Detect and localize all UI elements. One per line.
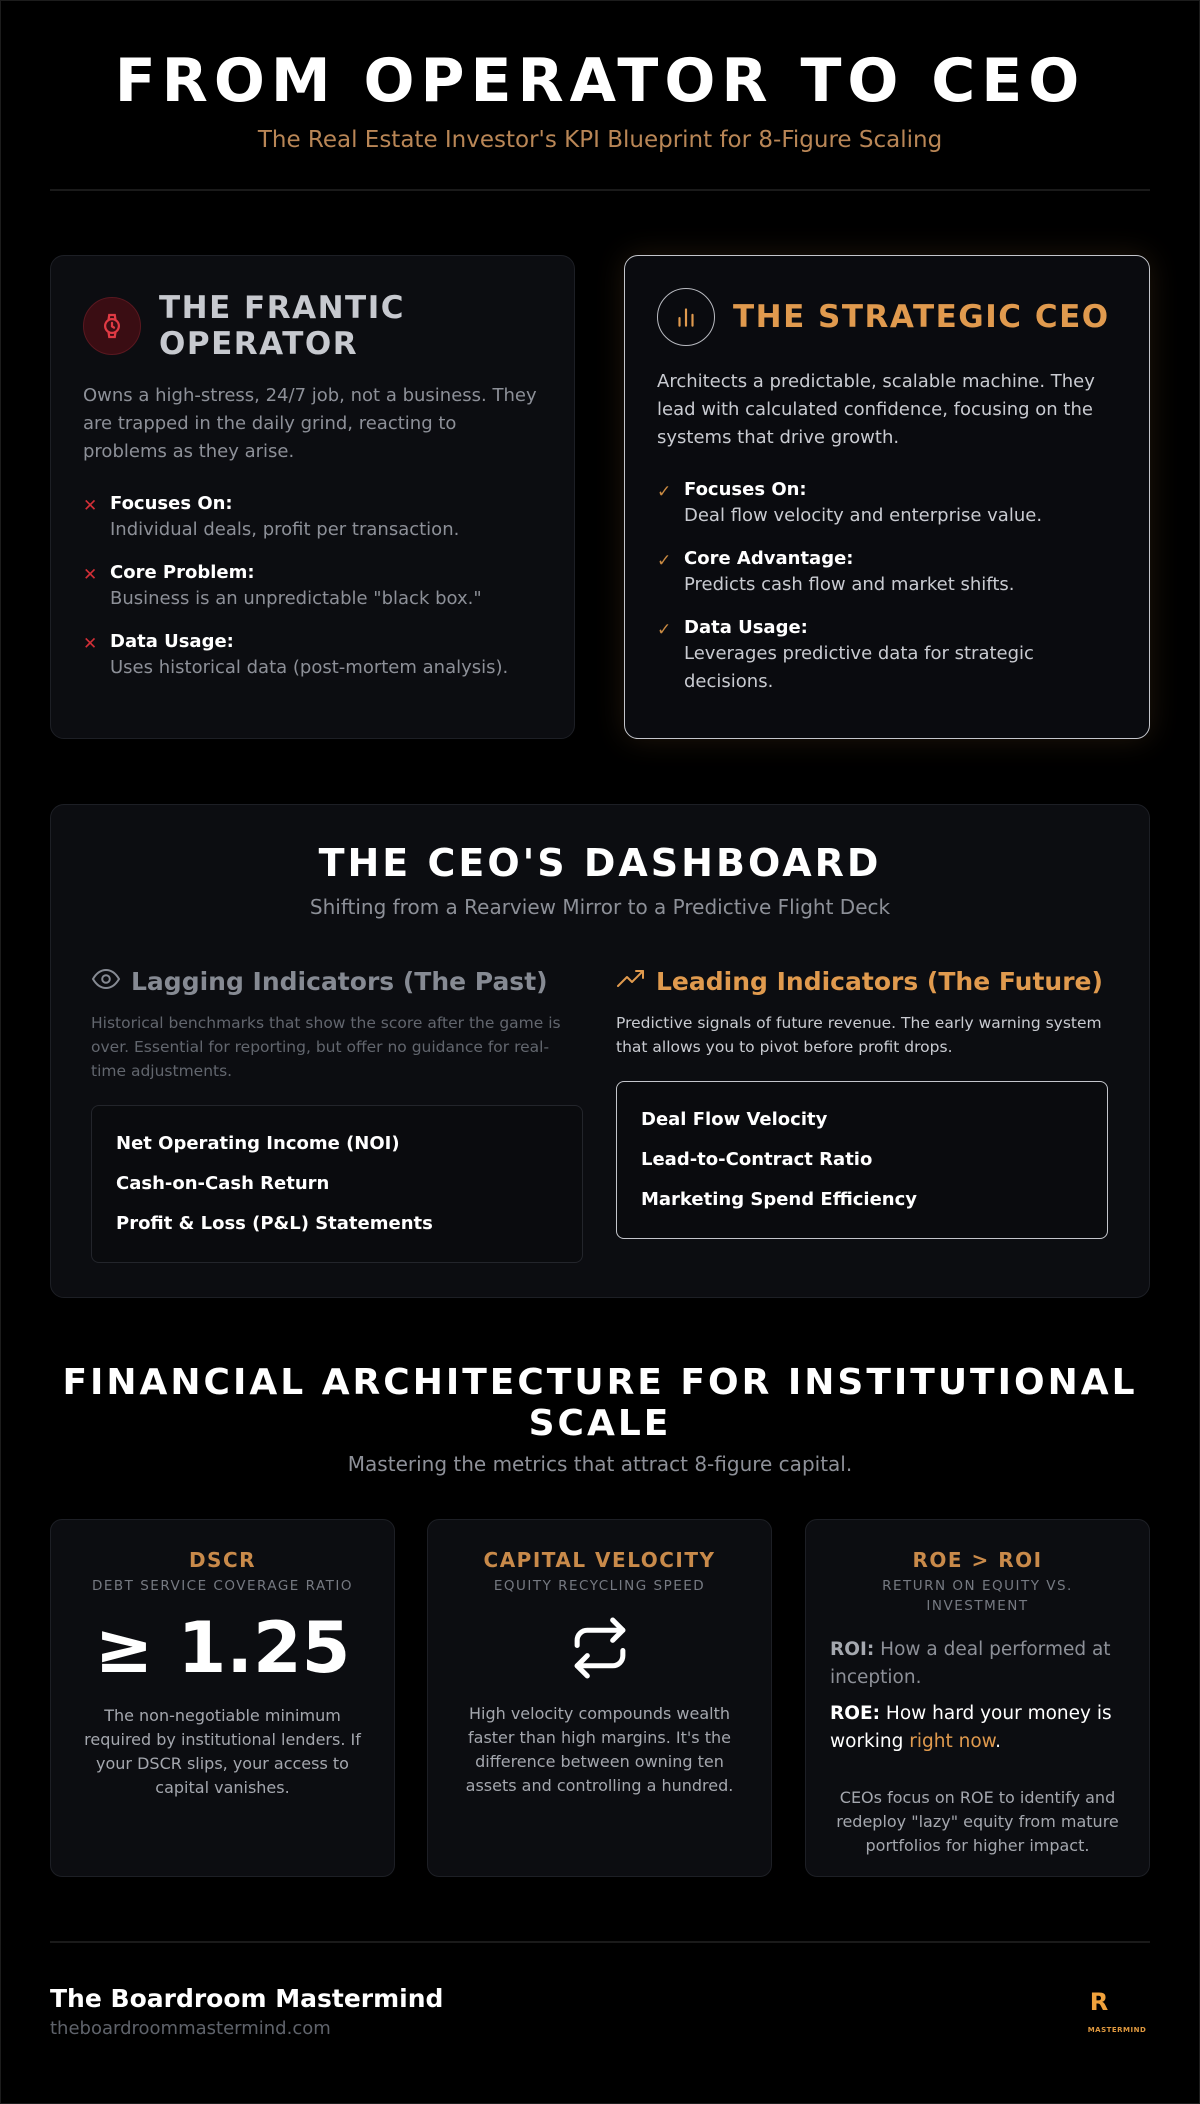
leading-description: Predictive signals of future revenue. The early warning system that allows you to pivot before profit drops. <box>616 1014 1102 1056</box>
roe-end: . <box>995 1731 1001 1752</box>
list-item: Profit & Loss (P&L) Statements <box>116 1213 433 1234</box>
ceo-description: Architects a predictable, scalable machine. They lead with calculated confidence, focusing on the systems that drive growth. <box>657 371 1095 448</box>
list-item <box>657 478 1125 530</box>
lagging-header <box>91 961 583 1001</box>
bullet-text: Leverages predictive data for strategic decisions. <box>684 643 1034 692</box>
financial-section-title: FINANCIAL ARCHITECTURE FOR INSTITUTIONAL SCALE <box>62 1362 1138 1444</box>
bullet-label: Data Usage: <box>110 631 234 652</box>
trending-up-icon <box>616 968 646 994</box>
x-icon: ✕ <box>83 496 98 516</box>
footer-url[interactable]: theboardroommastermind.com <box>50 2018 331 2039</box>
operator-card <box>50 255 575 739</box>
bullet-text: Deal flow velocity and enterprise value. <box>684 505 1043 526</box>
list-item: Marketing Spend Efficiency <box>641 1189 918 1210</box>
roe-card <box>805 1519 1150 1877</box>
check-icon: ✓ <box>657 551 672 571</box>
leading-indicators <box>616 961 1108 1210</box>
check-icon: ✓ <box>657 482 672 502</box>
bullet-text: Individual deals, profit per transaction. <box>110 519 460 540</box>
bullet-text: Business is an unpredictable "black box." <box>110 588 482 609</box>
dscr-description: The non-negotiable minimum required by institutional lenders. If your DSCR slips, your access to capital vanishes. <box>84 1706 361 1797</box>
footer-brand: The Boardroom Mastermind <box>50 1984 444 2013</box>
list-item <box>83 492 550 544</box>
operator-bullet-list <box>83 492 550 699</box>
dscr-subtitle: DEBT SERVICE COVERAGE RATIO <box>92 1578 353 1594</box>
bullet-text: Predicts cash flow and market shifts. <box>684 574 1015 595</box>
lagging-description: Historical benchmarks that show the score after the game is over. Essential for reporting, but offer no guidance for real-time adjustments. <box>91 1014 561 1080</box>
ceo-card-header <box>657 288 1110 346</box>
ceo-bullet-list <box>657 478 1125 713</box>
x-icon: ✕ <box>83 565 98 585</box>
roi-text: How a deal performed at inception. <box>830 1639 1111 1688</box>
logo-text: MASTERMIND <box>1087 2026 1147 2034</box>
ceo-title: THE STRATEGIC CEO <box>733 299 1110 335</box>
page-title: FROM OPERATOR TO CEO <box>114 46 1086 116</box>
leading-header <box>616 961 1108 1001</box>
bullet-label: Data Usage: <box>684 617 808 638</box>
list-item <box>657 547 1125 599</box>
ceo-card <box>624 255 1150 739</box>
check-icon: ✓ <box>657 620 672 640</box>
velocity-subtitle: EQUITY RECYCLING SPEED <box>493 1578 706 1594</box>
bullet-label: Focuses On: <box>684 479 807 500</box>
leading-title: Leading Indicators (The Future) <box>656 966 1103 996</box>
list-item: Net Operating Income (NOI) <box>116 1133 400 1154</box>
roe-description: CEOs focus on ROE to identify and redeploy "lazy" equity from mature portfolios for higher impact. <box>836 1788 1119 1855</box>
footer-divider <box>50 1941 1150 1943</box>
roi-label: ROI: <box>830 1639 875 1660</box>
list-item <box>83 561 550 613</box>
velocity-title: CAPITAL VELOCITY <box>483 1548 716 1572</box>
dscr-card <box>50 1519 395 1877</box>
financial-section-subtitle: Mastering the metrics that attract 8-figure capital. <box>347 1452 853 1476</box>
list-item: Lead-to-Contract Ratio <box>641 1149 873 1170</box>
operator-title: THE FRANTIC OPERATOR <box>159 290 405 362</box>
dscr-value: ≥ 1.25 <box>94 1607 351 1689</box>
header-divider <box>50 189 1150 191</box>
bullet-text: Uses historical data (post-mortem analysis). <box>110 657 509 678</box>
list-item: Cash-on-Cash Return <box>116 1173 330 1194</box>
ceo-dashboard-section <box>50 804 1150 1298</box>
repeat-arrows-icon <box>428 1610 771 1686</box>
logo-mark: R <box>1089 1988 1109 2016</box>
lagging-indicators <box>91 961 583 1234</box>
watch-icon <box>83 297 141 355</box>
dashboard-title: THE CEO'S DASHBOARD <box>318 841 882 885</box>
list-item <box>657 616 1125 696</box>
roe-accent: right now <box>909 1731 996 1752</box>
lagging-title: Lagging Indicators (The Past) <box>131 966 548 996</box>
roe-title: ROE > ROI <box>912 1548 1043 1572</box>
eye-icon <box>91 968 121 994</box>
roi-definition <box>806 1636 1149 1692</box>
dashboard-subtitle: Shifting from a Rearview Mirror to a Predictive Flight Deck <box>309 895 891 919</box>
dscr-title: DSCR <box>188 1548 257 1572</box>
mastermind-logo <box>1050 1984 1160 2050</box>
roe-definition <box>806 1700 1149 1756</box>
bullet-label: Core Problem: <box>110 562 255 583</box>
operator-description: Owns a high-stress, 24/7 job, not a business. They are trapped in the daily grind, reacting to problems as they arise. <box>83 385 537 462</box>
list-item <box>83 630 550 682</box>
roe-subtitle: RETURN ON EQUITY VS. INVESTMENT <box>882 1578 1073 1614</box>
bullet-label: Core Advantage: <box>684 548 854 569</box>
operator-card-header <box>83 290 459 362</box>
bullet-label: Focuses On: <box>110 493 233 514</box>
roe-label: ROE: <box>830 1703 881 1724</box>
lagging-metrics-box <box>91 1105 583 1263</box>
leading-metrics-box <box>616 1081 1108 1239</box>
roe-text: How hard your money is working <box>830 1703 1112 1752</box>
velocity-description: High velocity compounds wealth faster than high margins. It's the difference between owning ten assets and controlling a hundred. <box>465 1704 734 1795</box>
page-subtitle: The Real Estate Investor's KPI Blueprint for 8-Figure Scaling <box>257 127 943 153</box>
capital-velocity-card <box>427 1519 772 1877</box>
bar-chart-icon <box>657 288 715 346</box>
x-icon: ✕ <box>83 634 98 654</box>
list-item: Deal Flow Velocity <box>641 1109 828 1130</box>
